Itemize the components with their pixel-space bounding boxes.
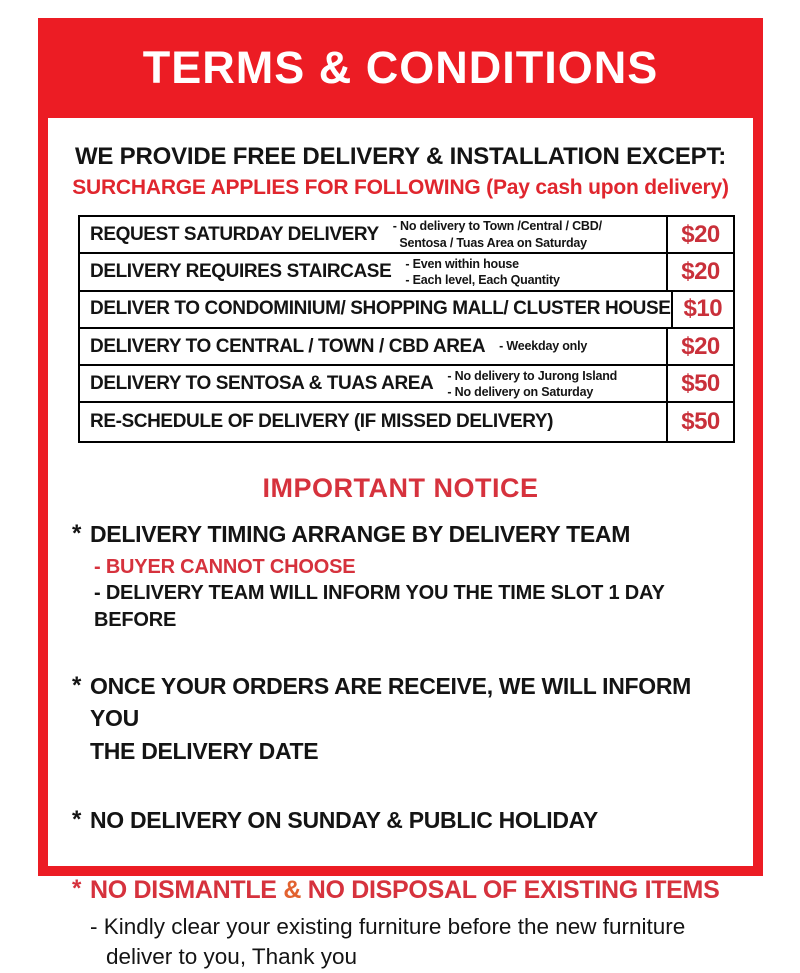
surcharge-table: [78, 215, 735, 443]
notice-item-body: [90, 518, 733, 633]
notice-item-lines: [90, 804, 733, 836]
table-row: [80, 292, 733, 329]
row-label-cell: [80, 403, 666, 440]
row-label: DELIVERY REQUIRES STAIRCASE: [90, 260, 392, 282]
row-notes: [393, 218, 602, 251]
notice-list: [72, 518, 733, 973]
notice-subitem: deliver to you, Thank you: [106, 944, 357, 970]
row-price: $50: [666, 403, 733, 440]
notice-item-body: [90, 873, 733, 973]
poster-frame: [38, 18, 763, 970]
table-row: [80, 366, 733, 403]
row-label-cell: [80, 329, 666, 364]
notice-line-segment: THE DELIVERY DATE: [90, 737, 319, 764]
bullet-asterisk: *: [72, 672, 82, 700]
row-label: RE-SCHEDULE OF DELIVERY (IF MISSED DELIVERY): [90, 411, 554, 433]
row-note-line: - Each level, Each Quantity: [405, 272, 560, 287]
bullet-asterisk: *: [72, 874, 82, 902]
row-notes: [405, 256, 559, 289]
row-label-cell: [80, 217, 666, 252]
row-note-line: - No delivery to Jurong Island: [447, 368, 618, 383]
row-label: DELIVERY TO SENTOSA & TUAS AREA: [90, 372, 434, 394]
row-price: $20: [666, 217, 733, 252]
notice-line-segment: NO DISMANTLE: [90, 875, 284, 904]
notice-line-segment: NO DISPOSAL OF EXISTING ITEMS: [301, 875, 720, 904]
row-label: REQUEST SATURDAY DELIVERY: [90, 223, 379, 245]
notice-item: [72, 670, 733, 767]
notice-line: [90, 873, 733, 908]
notice-item-lines: [90, 518, 733, 550]
notice-line-segment: DELIVERY TIMING ARRANGE BY DELIVERY TEAM: [90, 520, 631, 547]
table-row: [80, 329, 733, 366]
row-price: $10: [671, 292, 733, 327]
row-notes: [447, 368, 617, 401]
row-notes: [499, 338, 587, 354]
table-row: [80, 217, 733, 254]
intro-heading: WE PROVIDE FREE DELIVERY & INSTALLATION EXCEPT:: [74, 143, 727, 170]
notice-item-subitems: [90, 912, 733, 973]
notice-item-subitems: [90, 554, 733, 633]
row-note-line: - Weekday only: [499, 339, 588, 354]
row-label-cell: [80, 292, 671, 327]
notice-heading: IMPORTANT NOTICE: [262, 472, 539, 503]
row-price: $50: [666, 366, 733, 401]
row-price: $20: [666, 329, 733, 364]
notice-subitem: - Kindly clear your existing furniture before the new furniture: [90, 913, 686, 939]
row-note-line: - No delivery to Town /Central / CBD/: [392, 219, 602, 234]
notice-item: [72, 873, 733, 973]
bullet-asterisk: *: [72, 519, 82, 547]
row-label: DELIVER TO CONDOMINIUM/ SHOPPING MALL/ CLUSTER HOUSE: [90, 298, 671, 320]
notice-item-body: [90, 670, 733, 767]
table-row: [80, 403, 733, 440]
notice-line-segment: ONCE YOUR ORDERS ARE RECEIVE, WE WILL INFORM YOU: [90, 673, 692, 732]
notice-line: [90, 804, 733, 836]
notice-subitem: - BUYER CANNOT CHOOSE: [94, 555, 356, 578]
notice-item-body: [90, 804, 733, 836]
notice-item-lines: [90, 670, 733, 767]
page-title: TERMS & CONDITIONS: [142, 42, 659, 93]
poster-header: [38, 18, 763, 118]
notice-line: [90, 735, 733, 767]
row-label-cell: [80, 254, 666, 289]
notice-line-segment: &: [283, 875, 302, 904]
row-price: $20: [666, 254, 733, 289]
row-note-line: Sentosa / Tuas Area on Saturday: [392, 235, 587, 250]
table-row: [80, 254, 733, 291]
notice-line: [90, 518, 733, 550]
row-label-cell: [80, 366, 666, 401]
notice-item: [72, 518, 733, 633]
notice-line: [90, 670, 733, 734]
row-note-line: - Even within house: [405, 256, 519, 271]
notice-line-segment: NO DELIVERY ON SUNDAY & PUBLIC HOLIDAY: [90, 806, 598, 833]
notice-item-lines: [90, 873, 733, 908]
intro-subheading: SURCHARGE APPLIES FOR FOLLOWING (Pay cash upon delivery): [72, 176, 729, 199]
notice-subitem: - DELIVERY TEAM WILL INFORM YOU THE TIME SLOT 1 DAY BEFORE: [94, 582, 665, 631]
bullet-asterisk: *: [72, 805, 82, 833]
notice-item: [72, 804, 733, 836]
poster-content: [48, 143, 753, 973]
row-label: DELIVERY TO CENTRAL / TOWN / CBD AREA: [90, 335, 486, 357]
row-note-line: - No delivery on Saturday: [447, 384, 594, 399]
